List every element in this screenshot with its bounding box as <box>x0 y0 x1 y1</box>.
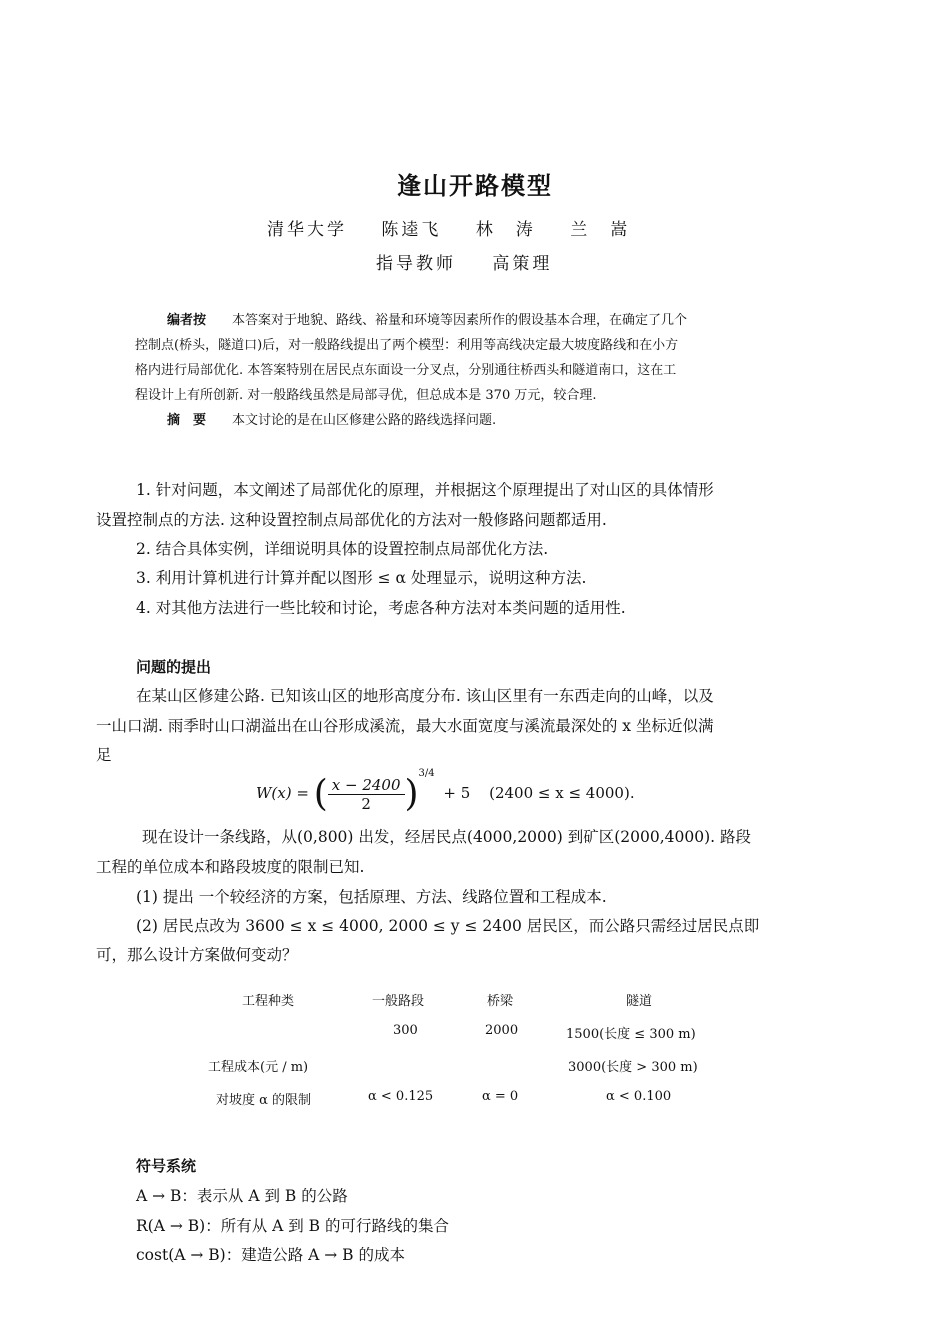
table-cost-road: 300 <box>393 1023 418 1038</box>
paper-title: 逢山开路模型 <box>397 172 553 200</box>
table-header-road: 一般路段 <box>372 994 425 1009</box>
problem-line-3: 足 <box>96 746 112 764</box>
point-2: 2. 结合具体实例，详细说明具体的设置控制点局部优化方法. <box>136 540 549 558</box>
question-1: (1) 提出 一个较经济的方案，包括原理、方法、线路位置和工程成本. <box>136 888 607 906</box>
point-4: 4. 对其他方法进行一些比较和讨论，考虑各种方法对本类问题的适用性. <box>136 599 626 617</box>
problem-line-1: 在某山区修建公路. 已知该山区的地形高度分布. 该山区里有一东西走向的山峰，以及 <box>136 687 714 705</box>
editor-note <box>135 308 687 433</box>
editor-note-line: 控制点(桥头，隧道口)后，对一般路线提出了两个模型：利用等高线决定最大坡度路线和在小方 <box>135 338 679 353</box>
author-line <box>267 215 630 240</box>
symbol-item: A → B：表示从 A 到 B 的公路 <box>136 1187 348 1205</box>
table-cost-tunnel-short: 1500(长度 ≤ 300 m) <box>566 1027 696 1042</box>
formula-fraction <box>328 776 405 813</box>
formula-range: (2400 ≤ x ≤ 4000). <box>489 784 635 802</box>
affiliation: 清华大学 <box>267 220 347 240</box>
editor-note-line: 程设计上有所创新. 对一般路线虽然是局部寻优，但总成本是 370 万元，较合理. <box>135 388 597 403</box>
editor-note-label: 编者按 <box>167 313 207 328</box>
author-3: 兰 嵩 <box>570 220 631 240</box>
problem-heading: 问题的提出 <box>136 658 212 676</box>
editor-note-line: 本答案对于地貌、路线、裕量和环境等因素所作的假设基本合理，在确定了几个 <box>232 313 688 328</box>
symbol-item: R(A → B)：所有从 A 到 B 的可行路线的集合 <box>136 1217 449 1235</box>
question-2a: (2) 居民点改为 3600 ≤ x ≤ 4000, 2000 ≤ y ≤ 2400 居民区，而公路只需经过居民点即 <box>136 917 760 935</box>
abstract-text: 本文讨论的是在山区修建公路的路线选择问题. <box>232 413 497 428</box>
problem-line-2: 一山口湖. 雨季时山口湖溢出在山谷形成溪流，最大水面宽度与溪流最深处的 x 坐标近似满 <box>96 717 714 735</box>
formula-denominator: 2 <box>361 794 371 813</box>
problem-line-4: 现在设计一条线路，从(0,800) 出发，经居民点(4000,2000) 到矿区(2000,4000). 路段 <box>142 828 752 846</box>
table-slope-bridge: α = 0 <box>482 1089 519 1104</box>
table-header-bridge: 桥梁 <box>487 994 514 1009</box>
author-1: 陈逵飞 <box>381 220 442 240</box>
width-formula: W(x) = ( $\frac{x - 2400}{2}$ )$^{3/4}$ + 5 (2400 ≤ x ≤ 4000). <box>256 768 635 815</box>
advisor-line <box>376 249 552 274</box>
symbol-item: cost(A → B)：建造公路 A → B 的成本 <box>136 1246 405 1264</box>
advisor-label: 指导教师 <box>376 254 456 274</box>
table-header-tunnel: 隧道 <box>626 994 653 1009</box>
abstract-label: 摘 要 <box>167 413 207 428</box>
table-cost-label: 工程成本(元 / m) <box>208 1060 309 1075</box>
formula-numerator: x − 2400 <box>328 776 405 795</box>
table-cost-bridge: 2000 <box>485 1023 519 1038</box>
advisor-name: 高策理 <box>492 254 553 274</box>
symbols-heading: 符号系统 <box>136 1157 197 1175</box>
point-3: 3. 利用计算机进行计算并配以图形 ≤ α 处理显示，说明这种方法. <box>136 569 587 587</box>
table-slope-road: α < 0.125 <box>368 1089 434 1104</box>
author-2: 林 涛 <box>475 220 536 240</box>
table-slope-label: 对坡度 α 的限制 <box>216 1093 312 1108</box>
formula-lhs: W(x) = <box>256 784 309 802</box>
table-header-type: 工程种类 <box>242 994 295 1009</box>
editor-note-line: 格内进行局部优化. 本答案特别在居民点东面设一分叉点，分别通往桥西头和隧道南口，这在工 <box>135 363 677 378</box>
table-cost-tunnel-long: 3000(长度 > 300 m) <box>568 1060 698 1075</box>
table-slope-tunnel: α < 0.100 <box>606 1089 672 1104</box>
point-1a: 1. 针对问题，本文阐述了局部优化的原理，并根据这个原理提出了对山区的具体情形 <box>136 481 714 499</box>
problem-line-5: 工程的单位成本和路段坡度的限制已知. <box>96 858 365 876</box>
formula-rest: + 5 <box>443 784 471 802</box>
question-2b: 可，那么设计方案做何变动？ <box>96 946 298 964</box>
point-1b: 设置控制点的方法. 这种设置控制点局部优化的方法对一般修路问题都适用. <box>96 511 607 529</box>
formula-exponent: 3/4 <box>418 768 435 779</box>
